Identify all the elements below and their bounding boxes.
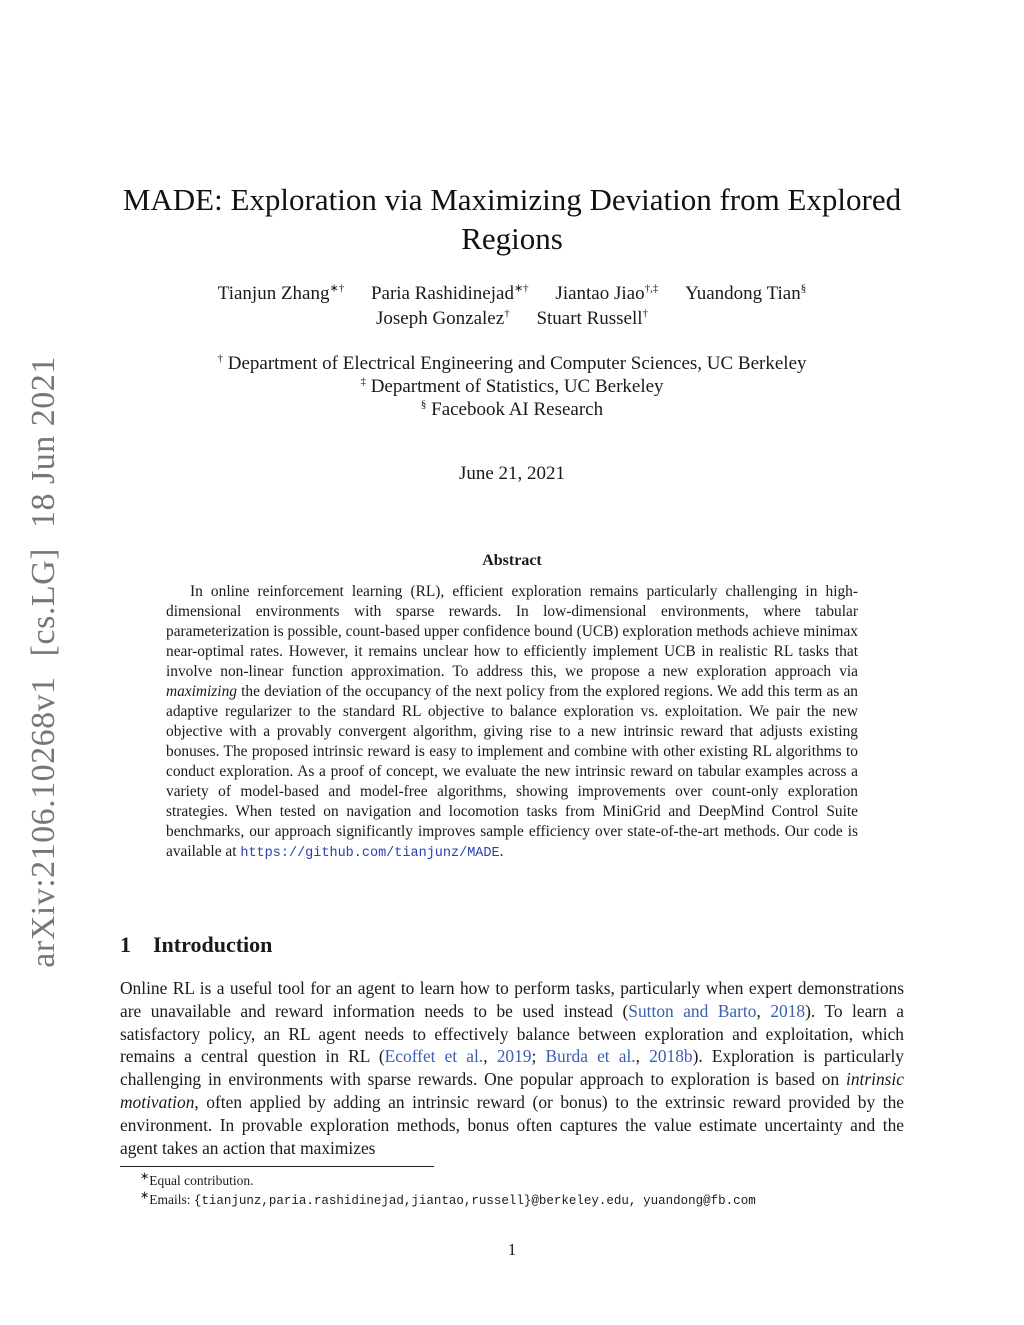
author: Jiantao Jiao†,‡ bbox=[555, 282, 659, 304]
author: Joseph Gonzalez† bbox=[375, 307, 510, 329]
affiliation: § Facebook AI Research bbox=[420, 398, 604, 420]
code-repo-link[interactable]: https://github.com/tianjunz/MADE bbox=[240, 846, 500, 861]
paper-title: MADE: Exploration via Maximizing Deviation from Explored Regions bbox=[122, 182, 902, 256]
citation-link[interactable]: Ecoffet et al. bbox=[384, 1046, 484, 1067]
author: Stuart Russell† bbox=[536, 307, 649, 329]
section-title: Introduction bbox=[153, 932, 273, 957]
citation-link[interactable]: Sutton and Barto bbox=[628, 1000, 757, 1021]
arxiv-date: 18 Jun 2021 bbox=[25, 356, 62, 529]
citation-year-link[interactable]: 2019 bbox=[496, 1046, 532, 1067]
abstract-body: In online reinforcement learning (RL), efficient exploration remains particularly challenging in high-dimensional environments with sparse rewards. In low-dimensional environments, where tabular parameterization is possible, count-based upper confidence bound (UCB) exploration methods achieve minimax near-optimal rates. However, it remains unclear how to efficiently implement UCB in realistic RL tasks that involve non-linear function approximation. To address this, we propose a new exploration approach via maximizing the deviation of the occupancy of the next policy from the explored regions. We add this term as an adaptive regularizer to the standard RL objective to balance exploration vs. exploitation. We pair the new objective with a provably convergent algorithm, giving rise to a new intrinsic reward that adjusts existing bonuses. The proposed intrinsic reward is easy to implement and combine with other existing RL algorithms to conduct exploration. As a proof of concept, we evaluate the new intrinsic reward on tabular examples across a variety of model-based and model-free algorithms, showing improvements over count-only exploration strategies. When tested on navigation and locomotion tasks from MiniGrid and DeepMind Control Suite benchmarks, our approach significantly improves sample efficiency over state-of-the-art methods. Our code is available at https://github.com/tianjunz/MADE. bbox=[166, 583, 858, 861]
footnote-emails: ∗Emails: {tianjunz,paria.rashidinejad,jiantao,russell}@berkeley.edu, yuandong@fb.com bbox=[140, 1189, 756, 1208]
email-list[interactable]: {tianjunz,paria.rashidinejad,jiantao,russell}@berkeley.edu, bbox=[193, 1194, 637, 1208]
author: Yuandong Tian§ bbox=[685, 282, 807, 304]
footnote-equal-contribution: ∗Equal contribution. bbox=[140, 1170, 254, 1188]
affiliation: † Department of Electrical Engineering and Computer Sciences, UC Berkeley bbox=[217, 352, 807, 374]
section-heading bbox=[120, 932, 272, 958]
citation-year-link[interactable]: 2018b bbox=[649, 1046, 693, 1067]
intro-emphasis: intrinsic motivation bbox=[120, 1069, 904, 1112]
footnote-rule bbox=[120, 1166, 434, 1167]
author: Paria Rashidinejad∗† bbox=[370, 282, 529, 304]
author: Tianjun Zhang∗† bbox=[217, 282, 345, 304]
arxiv-category: [cs.LG] bbox=[25, 548, 62, 657]
arxiv-id: arXiv:2106.10268v1 bbox=[25, 676, 62, 968]
section-number: 1 bbox=[120, 932, 131, 957]
intro-paragraph: Online RL is a useful tool for an agent to learn how to perform tasks, particularly when expert demonstrations are unavailable and reward information needs to be used instead (Sutton and Barto, 2018). To learn a satisfactory policy, an RL agent needs to effectively balance between exploration and exploitation, which remains a central question in RL (Ecoffet et al., 2019; Burda et al., 2018b). Exploration is particularly challenging in environments with sparse rewards. One popular approach to exploration is based on intrinsic motivation, often applied by adding an intrinsic reward (or bonus) to the extrinsic reward provided by the environment. In provable exploration methods, bonus often captures the value estimate uncertainty and the agent takes an action that maximizes bbox=[120, 978, 904, 1158]
abstract-emphasis: maximizing bbox=[166, 683, 237, 700]
citation-year-link[interactable]: 2018 bbox=[770, 1000, 806, 1021]
citation-link[interactable]: Burda et al. bbox=[545, 1046, 636, 1067]
page-number: 1 bbox=[507, 1240, 517, 1259]
affiliation-list bbox=[150, 352, 874, 421]
abstract-heading: Abstract bbox=[482, 552, 542, 569]
email[interactable]: yuandong@fb.com bbox=[643, 1194, 756, 1208]
publication-date: June 21, 2021 bbox=[458, 463, 566, 484]
author-list bbox=[150, 281, 874, 331]
arxiv-sidebar-stamp bbox=[24, 356, 64, 968]
affiliation: ‡ Department of Statistics, UC Berkeley bbox=[360, 375, 664, 397]
